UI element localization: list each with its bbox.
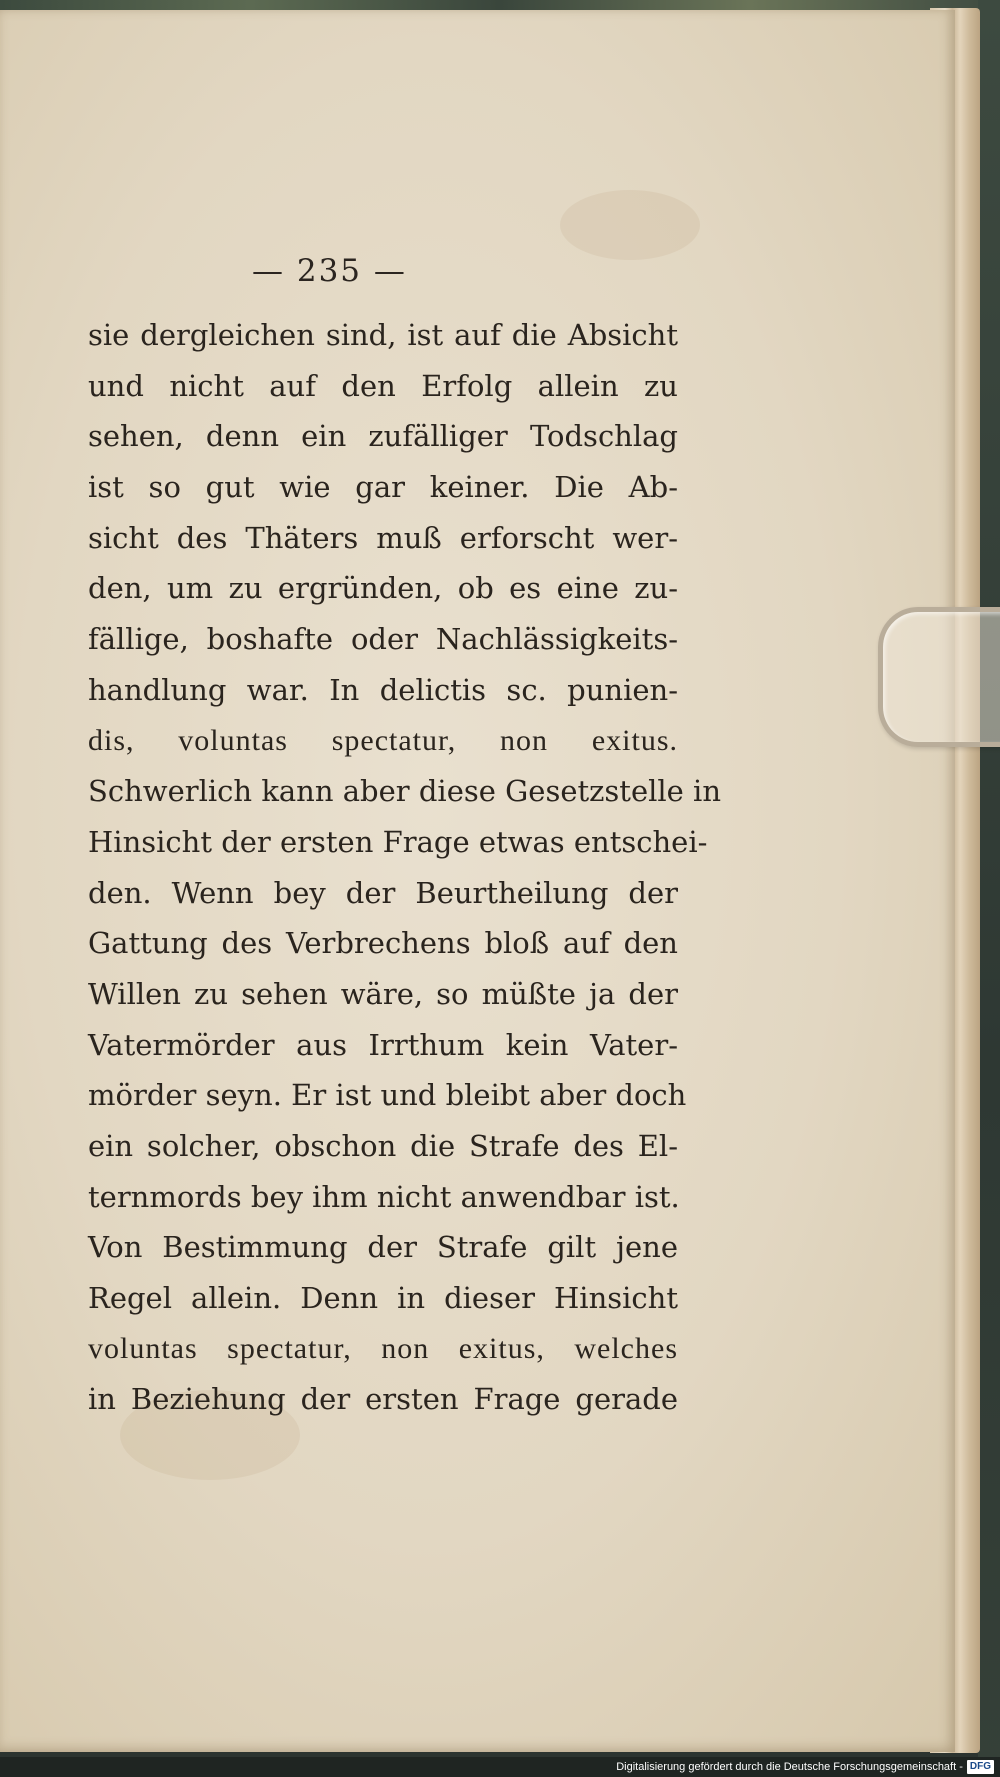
text-line: ist so gut wie gar keiner. Die Ab- [88, 470, 678, 505]
paperclip [878, 607, 1000, 747]
text-line: Schwerlich kann aber diese Gesetzstelle in [88, 774, 722, 809]
text-line: Gattung des Verbrechens bloß auf den [88, 926, 678, 961]
text-line: sie dergleichen sind, ist auf die Absicht [88, 318, 678, 352]
text-line: und nicht auf den Erfolg allein zu [88, 368, 678, 403]
text-line: Hinsicht der ersten Frage etwas entschei- [88, 824, 708, 859]
paper-page [0, 10, 955, 1752]
text-line: dis, voluntas spectatur, non exitus. [88, 723, 678, 757]
text-line: Von Bestimmung der Strafe gilt jene [88, 1230, 678, 1265]
text-line: ternmords bey ihm nicht anwendbar ist. [88, 1179, 680, 1214]
text-line: Regel allein. Denn in dieser Hinsicht [88, 1281, 678, 1316]
text-line: sehen, denn ein zufälliger Todschlag [88, 419, 678, 454]
text-line: handlung war. In delictis sc. punien- [88, 672, 678, 707]
book-binding-right [978, 0, 1000, 1777]
paper-stain [560, 190, 700, 260]
text-line: in Beziehung der ersten Frage gerade [88, 1382, 678, 1417]
digitization-credit [616, 1758, 994, 1776]
text-line: Vatermörder aus Irrthum kein Vater- [88, 1027, 678, 1062]
text-line: sicht des Thäters muß erforscht wer- [88, 520, 678, 555]
dfg-logo: DFG [967, 1760, 994, 1774]
text-line: fällige, boshafte oder Nachlässigkeits- [88, 622, 678, 657]
text-line: voluntas spectatur, non exitus, welches [88, 1331, 678, 1365]
text-line: Willen zu sehen wäre, so müßte ja der [88, 976, 678, 1011]
page-number: — 235 — [252, 253, 407, 289]
text-line: mörder seyn. Er ist und bleibt aber doch [88, 1078, 687, 1113]
body-text [88, 310, 722, 1425]
text-line: den. Wenn bey der Beurtheilung der [88, 875, 678, 910]
text-line: den, um zu ergründen, ob es eine zu- [88, 571, 678, 606]
text-line: ein solcher, obschon die Strafe des El- [88, 1129, 678, 1163]
credit-text: Digitalisierung gefördert durch die Deutsche Forschungsgemeinschaft - [616, 1761, 963, 1773]
